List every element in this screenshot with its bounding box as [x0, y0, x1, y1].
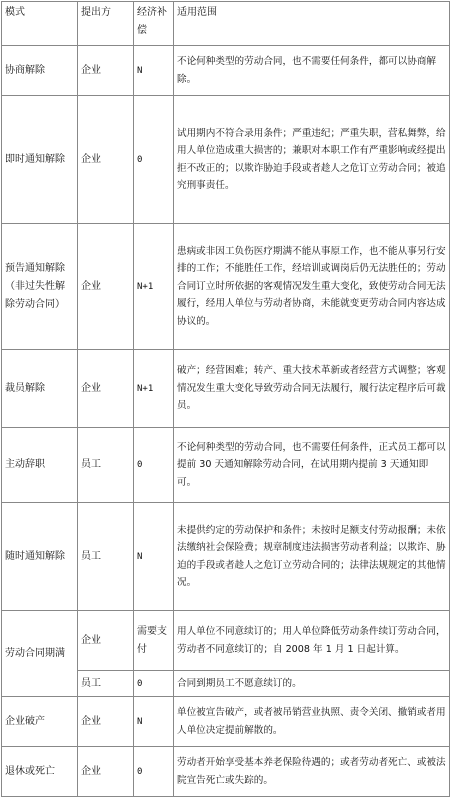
party-cell: 企业 [78, 350, 134, 428]
compensation-cell: 0 [134, 96, 174, 224]
scope-cell: 破产；经营困难；转产、重大技术革新或者经营方式调整；客观情况发生重大变化导致劳动合同无法履行，履行法定程序后可裁员。 [174, 350, 450, 428]
compensation-cell: 0 [134, 671, 174, 697]
table-row [2, 46, 450, 96]
compensation-cell: N [134, 503, 174, 611]
mode-cell: 随时通知解除 [2, 503, 78, 611]
mode-cell: 协商解除 [2, 46, 78, 96]
scope-cell: 未提供约定的劳动保护和条件；未按时足额支付劳动报酬；未依法缴纳社会保险费；规章制度违法损害劳动者利益；以欺诈、胁迫的手段或者趁人之危订立劳动合同的；法律法规规定的其他情况。 [174, 503, 450, 611]
scope-cell: 劳动者开始享受基本养老保险待遇的；或者劳动者死亡、或被法院宣告死亡或失踪的。 [174, 747, 450, 797]
compensation-cell: N+1 [134, 224, 174, 350]
table-row [2, 350, 450, 428]
scope-cell: 试用期内不符合录用条件；严重违纪；严重失职，营私舞弊，给用人单位造成重大损害的；兼职对本职工作有严重影响或经提出拒不改正的；以欺诈胁迫手段或者趁人之危订立劳动合同；被追究刑事责任。 [174, 96, 450, 224]
compensation-cell: 0 [134, 428, 174, 503]
party-cell: 企业 [78, 46, 134, 96]
compensation-cell: 0 [134, 747, 174, 797]
mode-cell: 退休或死亡 [2, 747, 78, 797]
party-cell: 企业 [78, 224, 134, 350]
table-row [2, 611, 450, 671]
header-compensation: 经济补偿 [134, 2, 174, 46]
mode-cell: 主动辞职 [2, 428, 78, 503]
mode-cell: 裁员解除 [2, 350, 78, 428]
table-row [2, 503, 450, 611]
table-row [2, 428, 450, 503]
scope-cell: 不论何种类型的劳动合同，也不需要任何条件，都可以协商解除。 [174, 46, 450, 96]
party-cell: 企业 [78, 747, 134, 797]
scope-cell: 用人单位不同意续订的；用人单位降低劳动条件续订劳动合同，劳动者不同意续订的；自 2008 年 1 月 1 日起计算。 [174, 611, 450, 671]
mode-cell: 企业破产 [2, 697, 78, 747]
compensation-cell: 需要支付 [134, 611, 174, 671]
compensation-cell: N [134, 46, 174, 96]
table-row [2, 96, 450, 224]
table-row [2, 697, 450, 747]
table-row [2, 224, 450, 350]
mode-cell: 预告通知解除（非过失性解除劳动合同） [2, 224, 78, 350]
party-cell: 企业 [78, 697, 134, 747]
scope-cell: 合同到期员工不愿意续订的。 [174, 671, 450, 697]
table-header-row [2, 2, 450, 46]
header-scope: 适用范围 [174, 2, 450, 46]
party-cell: 企业 [78, 611, 134, 671]
compensation-cell: N+1 [134, 350, 174, 428]
mode-cell: 即时通知解除 [2, 96, 78, 224]
header-party: 提出方 [78, 2, 134, 46]
termination-table [1, 1, 450, 797]
party-cell: 员工 [78, 428, 134, 503]
mode-cell: 劳动合同期满 [2, 611, 78, 697]
table-row [2, 747, 450, 797]
header-mode: 模式 [2, 2, 78, 46]
scope-cell: 不论何种类型的劳动合同，也不需要任何条件，正式员工都可以提前 30 天通知解除劳动合同，在试用期内提前 3 天通知即可。 [174, 428, 450, 503]
party-cell: 员工 [78, 503, 134, 611]
party-cell: 企业 [78, 96, 134, 224]
scope-cell: 患病或非因工负伤医疗期满不能从事原工作，也不能从事另行安排的工作；不能胜任工作，经培训或调岗后仍无法胜任的；劳动合同订立时所依据的客观情况发生重大变化，致使劳动合同无法履行，经用人单位与劳动者协商，未能就变更劳动合同内容达成协议的。 [174, 224, 450, 350]
scope-cell: 单位被宣告破产，或者被吊销营业执照、责令关闭、撤销或者用人单位决定提前解散的。 [174, 697, 450, 747]
party-cell: 员工 [78, 671, 134, 697]
compensation-cell: N [134, 697, 174, 747]
